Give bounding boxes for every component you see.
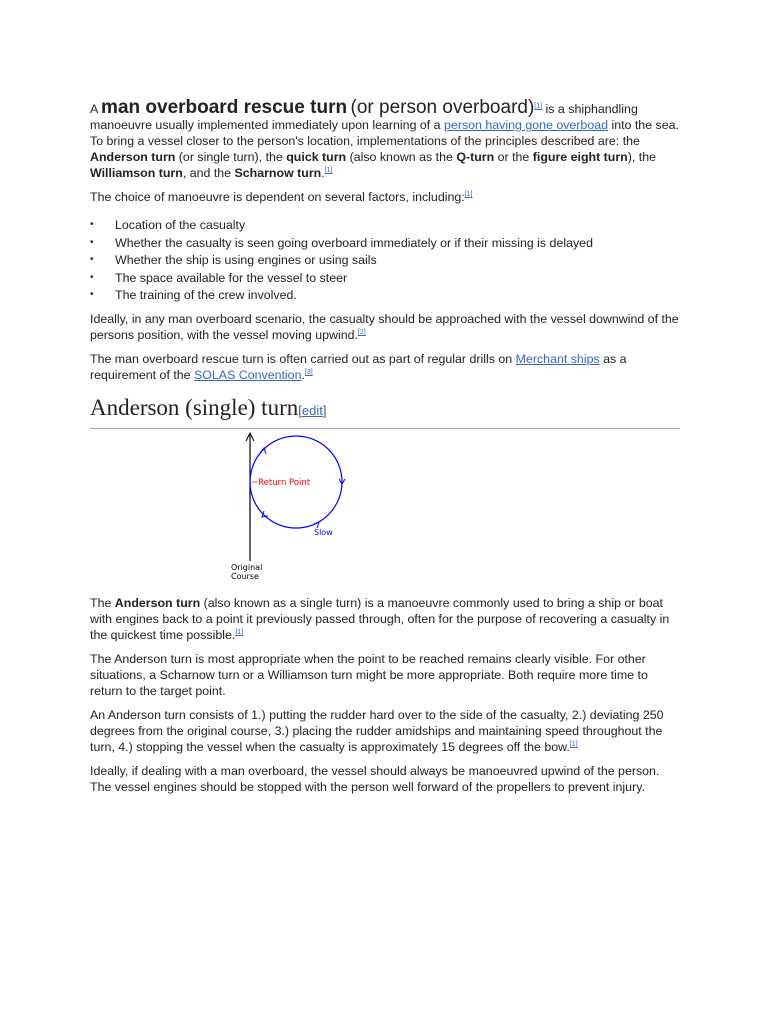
- anderson-text: An Anderson turn consists of 1.) putting the rudder hard over to the side of the casualty, 2.) deviating 250 degrees from the original course, 3.) placing the rudder amidships and maintaining speed throughout the turn, 4.) stopping the vessel when the casualty is approximately 15 degrees off the bow.: [90, 708, 664, 754]
- ref-link[interactable]: [1]: [235, 628, 244, 636]
- intro-paragraph: [90, 97, 680, 181]
- bold-term: Anderson turn: [90, 150, 176, 164]
- drills-text: The man overboard rescue turn is often carried out as part of regular drills on: [90, 352, 516, 366]
- article-body: [90, 97, 680, 803]
- bold-term: Anderson turn: [114, 596, 201, 610]
- section-title: Anderson (single) turn: [90, 395, 299, 420]
- edit-link[interactable]: edit: [301, 403, 323, 418]
- ref-link[interactable]: [1]: [324, 166, 333, 174]
- edit-section: [298, 403, 326, 418]
- turn-arrow: [262, 511, 268, 517]
- original-label: Original: [231, 563, 263, 572]
- diagram-svg: [220, 429, 380, 589]
- bold-term: Q-turn: [456, 150, 495, 164]
- intro-text: , and the: [182, 166, 235, 180]
- anderson-turn-diagram: [90, 429, 680, 589]
- drills-text: as a requirement of the: [90, 352, 627, 382]
- lead-term: man overboard rescue turn: [101, 97, 348, 118]
- intro-text: into the sea. To bring a vessel closer to the person's location, implementations of the principles described are: the: [90, 118, 679, 148]
- intro-text: (or single turn), the: [175, 150, 287, 164]
- anderson-text: The: [90, 596, 115, 610]
- bold-term: Scharnow turn: [234, 166, 322, 180]
- ref-link[interactable]: [2]: [357, 328, 366, 336]
- list-item: • The space available for the vessel to steer: [90, 270, 680, 286]
- solas-convention-link[interactable]: SOLAS Convention: [194, 368, 302, 382]
- choice-text: The choice of manoeuvre is dependent on several factors, including:: [90, 190, 465, 204]
- ideally-text: Ideally, in any man overboard scenario, the casualty should be approached with the vessel downwind of the persons position, with the vessel moving upwind.: [90, 312, 679, 342]
- anderson-paragraph-3: [90, 707, 680, 755]
- drills-paragraph: [90, 351, 680, 383]
- intro-text: A: [90, 102, 98, 116]
- return-point-label: ~Return Point: [251, 478, 311, 488]
- slow-label: Slow: [314, 528, 333, 537]
- ref-link[interactable]: [1]: [569, 740, 578, 748]
- person-overboard-link[interactable]: person having gone overboad: [444, 118, 608, 132]
- list-item: • Whether the ship is using engines or using sails: [90, 252, 680, 268]
- list-item: • Location of the casualty: [90, 217, 680, 233]
- merchant-ships-link[interactable]: Merchant ships: [515, 352, 600, 366]
- ref-link[interactable]: [3]: [304, 368, 313, 376]
- intro-text: ), the: [627, 150, 657, 164]
- choice-paragraph: [90, 189, 680, 205]
- intro-text: (also known as the: [346, 150, 457, 164]
- ref-link[interactable]: [1]: [464, 190, 473, 198]
- ref-link[interactable]: [1]: [534, 102, 543, 110]
- drills-text: .: [301, 368, 305, 382]
- bold-term: figure eight turn: [532, 150, 628, 164]
- edit-bracket: [: [298, 403, 302, 418]
- list-item: • The training of the crew involved.: [90, 287, 680, 303]
- section-heading: [90, 395, 680, 429]
- lead-parenthetical: (or person overboard): [350, 97, 535, 118]
- anderson-paragraph-4: Ideally, if dealing with a man overboard, the vessel should always be manoeuvred upwind of the person. The vessel engines should be stopped with the person well forward of the propellers to prevent injury.: [90, 764, 660, 794]
- ideally-paragraph: [90, 311, 680, 343]
- intro-text: .: [321, 166, 325, 180]
- course-label: Course: [231, 572, 259, 581]
- edit-bracket: ]: [322, 403, 327, 418]
- intro-text: or the: [494, 150, 533, 164]
- anderson-paragraph-1: [90, 595, 680, 643]
- factors-list: [90, 217, 680, 303]
- anderson-text: (also known as a single turn) is a manoeuvre commonly used to bring a ship or boat with engines back to a point it previously passed through, often for the purpose of recovering a casualty in the quickest time possible.: [90, 596, 670, 642]
- list-item: • Whether the casualty is seen going overboard immediately or if their missing is delayed: [90, 235, 680, 251]
- anderson-paragraph-2: The Anderson turn is most appropriate when the point to be reached remains clearly visible. For other situations, a Scharnow turn or a Williamson turn might be more appropriate. Both require more time to return to the target point.: [90, 652, 648, 698]
- intro-text: is a shiphandling manoeuvre usually implemented immediately upon learning of a: [90, 102, 638, 132]
- bold-term: Williamson turn: [90, 166, 183, 180]
- bold-term: quick turn: [286, 150, 347, 164]
